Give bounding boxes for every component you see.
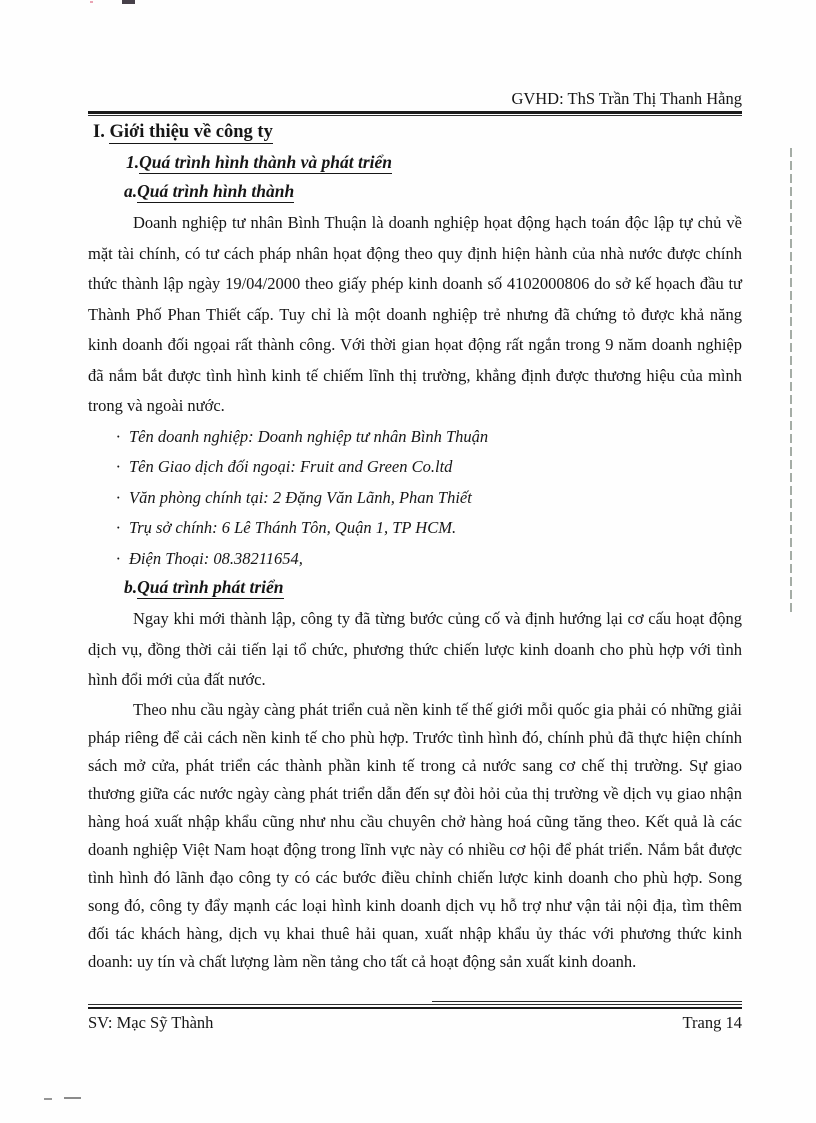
section-title: Giới thiệu về công ty — [109, 122, 273, 142]
subsection-1-title: Quá trình hình thành và phát triển — [139, 152, 393, 172]
footer-rule — [88, 1004, 742, 1009]
subsection-1-number: 1. — [126, 152, 140, 172]
company-info-item — [116, 544, 742, 575]
scan-artifact-top-mark — [122, 0, 135, 4]
bullet-dot-icon: · — [116, 548, 121, 568]
subsection-1a-number: a. — [124, 181, 138, 201]
paragraph-early-development: Ngay khi mới thành lập, công ty đã từng bước củng cố và định hướng lại cơ cấu hoạt động dịch vụ, đồng thời cải tiến lại tổ chức, phương thức chiến lược kinh doanh cho phù hợp với tình hình đổi mới của đất nước. — [88, 609, 742, 689]
company-info-text: Trụ sở chính: 6 Lê Thánh Tôn, Quận 1, TP HCM. — [129, 518, 457, 537]
bullet-dot-icon: · — [116, 487, 121, 507]
footer-student-name: SV: Mạc Sỹ Thành — [88, 1013, 214, 1032]
company-info-item — [116, 513, 742, 544]
company-info-text: Tên Giao dịch đối ngoại: Fruit and Green Co.ltd — [129, 457, 453, 476]
scan-artifact-bottom-dash — [44, 1098, 52, 1100]
company-info-item — [116, 452, 742, 483]
company-info-item — [116, 483, 742, 514]
company-info-text: Tên doanh nghiệp: Doanh nghiệp tư nhân Bình Thuận — [129, 426, 489, 446]
subsection-1a-heading — [124, 180, 742, 202]
bullet-dot-icon: · — [116, 518, 121, 537]
scan-artifact-pink-dot — [90, 1, 93, 3]
subsection-1b-title: Quá trình phát triển — [137, 577, 284, 597]
header-rule-thick-line — [88, 111, 742, 114]
header-supervisor-text: GVHD: ThS Trần Thị Thanh Hằng — [511, 89, 742, 108]
section-number: I. — [93, 122, 105, 142]
footer-page-number: Trang 14 — [682, 1013, 742, 1032]
bullet-dot-icon: · — [116, 457, 121, 476]
scan-artifact-right-dashed-line — [790, 148, 792, 612]
footer-partial-rule — [432, 1001, 742, 1002]
company-info-text: Văn phòng chính tại: 2 Đặng Văn Lãnh, Phan Thiết — [129, 487, 472, 507]
page-footer — [88, 1004, 742, 1033]
subsection-1b-number: b. — [124, 577, 138, 597]
company-info-text: Điện Thoại: 08.38211654, — [129, 548, 303, 568]
footer-text-row — [88, 1013, 742, 1033]
subsection-1-heading — [126, 151, 742, 173]
footer-rule-thin-line — [88, 1004, 742, 1005]
bullet-dot-icon: · — [116, 426, 121, 446]
company-info-item — [116, 422, 742, 453]
subsection-1b-heading — [124, 576, 742, 598]
header-rule-thin-line — [88, 115, 742, 116]
paragraph-company-formation: Doanh nghiệp tư nhân Bình Thuận là doanh nghiệp họat động hạch toán độc lập tự chủ về mặt tài chính, có tư cách pháp nhân họat động theo quy định hiện hành của nhà nước được chính thức thành lập ngày 19/04/2000 theo giấy phép kinh doanh số 4102000806 do sở kế họach đầu tư Thành Phố Phan Thiết cấp. Tuy chỉ là một doanh nghiệp trẻ nhưng đã chứng tỏ được khả năng kinh doanh đối ngọai rất thành công. Với thời gian họat động rất ngắn trong 9 năm doanh nghiệp đã nắm bắt được tình hình kinh tế chiếm lĩnh thị trường, khẳng định được thương hiệu của mình trong và ngoài nước. — [88, 213, 742, 415]
document-body — [88, 120, 742, 976]
header-rule — [88, 111, 742, 116]
page-header — [88, 88, 742, 116]
section-heading — [93, 120, 742, 144]
paragraph-market-development: Theo nhu cầu ngày càng phát triển cuả nền kinh tế thế giới mỗi quốc gia phải có những giải pháp riêng để cải cách nền kinh tế cho phù hợp. Trước tình hình đó, chính phủ đã thực hiện chính sách mở cửa, phát triển các thành phần kinh tế trong cả nước sang cơ chế thị trường. Sự giao thương giữa các nước ngày càng phát triển dẫn đến sự đòi hỏi của thị trường về dịch vụ giao nhận hàng hoá xuất nhập khẩu cũng như nhu cầu chuyên chở hàng hoá cũng tăng theo. Kết quả là các doanh nghiệp Việt Nam hoạt động trong lĩnh vực này có nhiều cơ hội để phát triển. Nắm bắt được tình hình đó lãnh đạo công ty có các bước điều chỉnh chiến lược kinh doanh cho phù hợp. Song song đó, công ty đẩy mạnh các loại hình kinh doanh dịch vụ hỗ trợ như vận tải nội địa, tìm thêm đối tác khách hàng, dịch vụ khai thuê hải quan, xuất nhập khẩu ủy thác với phương thức kinh doanh: uy tín và chất lượng làm nền tảng cho tất cả hoạt động sản xuất kinh doanh. — [88, 699, 742, 971]
company-info-list — [88, 422, 742, 575]
footer-rule-thick-line — [88, 1007, 742, 1010]
subsection-1a-title: Quá trình hình thành — [137, 181, 295, 201]
scan-artifact-bottom-dash — [64, 1097, 81, 1099]
